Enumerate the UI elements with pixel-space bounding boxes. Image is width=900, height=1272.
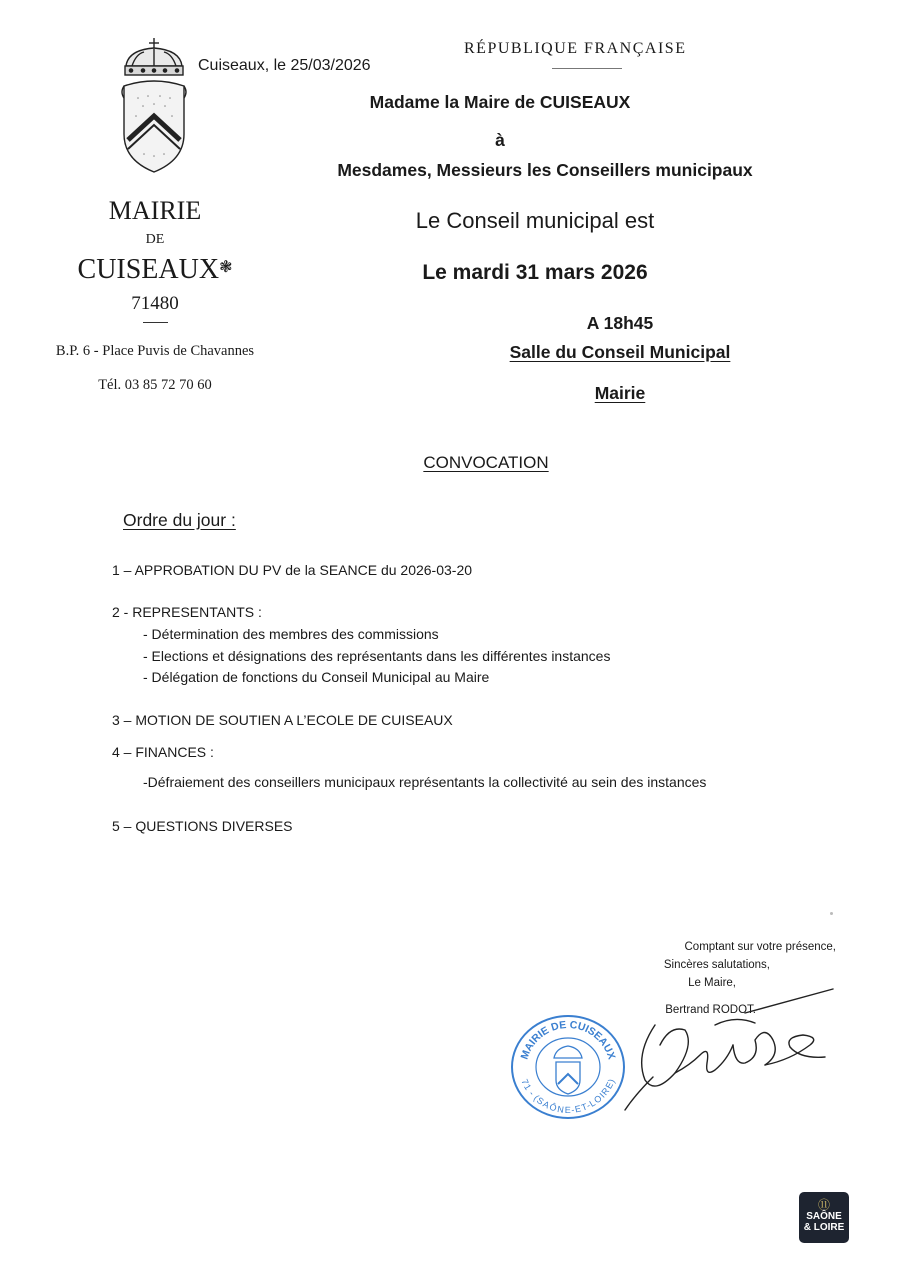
divider [552,68,622,69]
letterhead-town [40,254,270,286]
divider [143,322,168,323]
postal-address: B.P. 6 - Place Puvis de Chavannes [55,343,255,359]
stamp-top-text: MAIRIE DE CUISEAUX [518,1018,618,1061]
meeting-time: A 18h45 [586,313,654,333]
ornament-icon: ❃ [219,259,233,276]
agenda-item: 2 - REPRESENTANTS : [112,604,262,620]
scan-speck [830,912,833,915]
agenda-item: 1 – APPROBATION DU PV de la SEANCE du 2026-03-20 [112,562,473,578]
agenda-subitem: - Détermination des membres des commissions [143,626,439,642]
stamp-bottom-text: 71 - (SAÔNE-ET-LOIRE) [519,1077,617,1116]
agenda-heading: Ordre du jour : [123,510,236,530]
sender-line: Madame la Maire de CUISEAUX [369,92,631,112]
department-logo-text: & LOIRE [803,1222,845,1233]
signer-name: Bertrand RODOT. [665,1004,756,1016]
meeting-intro: Le Conseil municipal est [415,208,655,233]
agenda-subitem: -Défraiement des conseillers municipaux représentants la collectivité au sein des instances [143,774,707,790]
closing-line: Comptant sur votre présence, [684,941,836,953]
republique-francaise: RÉPUBLIQUE FRANÇAISE [464,40,687,57]
crest-emblem [118,36,190,176]
letterhead-town-name: CUISEAUX [77,254,220,285]
recipient-line: Mesdames, Messieurs les Conseillers municipaux [337,160,753,180]
agenda-item: 5 – QUESTIONS DIVERSES [112,818,293,834]
department-emblem-icon: ⑪ [817,1198,830,1212]
phone-number: Tél. 03 85 72 70 60 [98,377,212,393]
meeting-building: Mairie [594,383,646,403]
agenda-item: 4 – FINANCES : [112,744,214,760]
meeting-date: Le mardi 31 mars 2026 [422,261,648,284]
closing-line: Le Maire, [688,977,736,989]
letterhead-de: DE [145,232,165,247]
department-logo [799,1192,849,1243]
meeting-place: Salle du Conseil Municipal [509,342,731,362]
to-word: à [495,130,505,150]
postal-code: 71480 [131,293,179,314]
department-logo-text: SAÔNE [806,1211,842,1222]
handwritten-signature [615,985,845,1115]
date-line: Cuiseaux, le 25/03/2026 [198,57,371,74]
agenda-subitem: - Elections et désignations des représentants dans les différentes instances [143,648,611,664]
agenda-item: 3 – MOTION DE SOUTIEN A L’ECOLE DE CUISEAUX [112,712,453,728]
agenda-subitem: - Délégation de fonctions du Conseil Municipal au Maire [143,669,490,685]
official-stamp [508,1010,628,1120]
letterhead-mairie: MAIRIE [108,196,202,225]
svg-text:MAIRIE DE CUISEAUX [519,1019,618,1061]
document-title: CONVOCATION [423,453,549,472]
closing-line: Sincères salutations, [663,959,770,971]
